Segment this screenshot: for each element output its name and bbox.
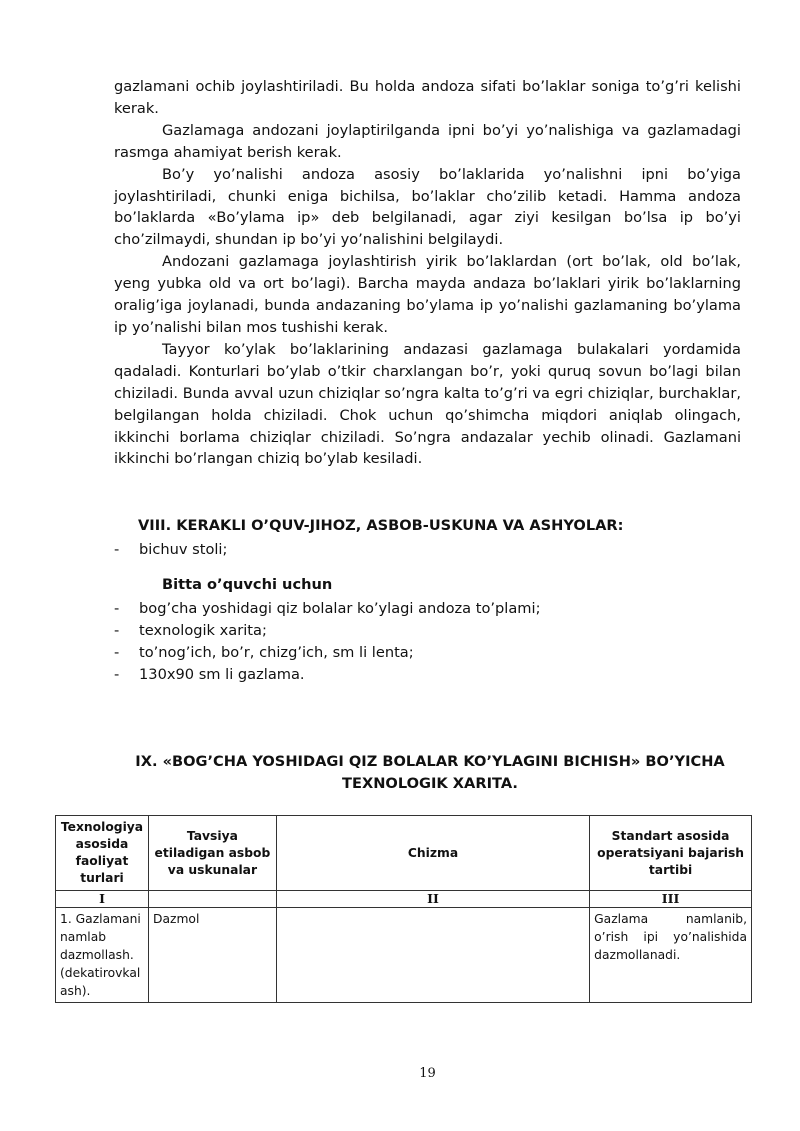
list-item-text: texnologik xarita;	[139, 622, 267, 639]
paragraph: Andozani gazlamaga joylashtirish yirik bo’laklardan (ort bo’lak, old bo’lak, yeng yubka old va ort bo’lagi). Barcha mayda andaza bo’laklari yirik bo’laklarning oralig’iga joylanadi, bunda andazaning bo’ylama ip yo’nalishi gazlamaning bo’ylama ip yo’nalishi bilan mos tushishi kerak.	[114, 253, 741, 336]
bullet-dash: -	[114, 622, 120, 639]
student-materials-list	[114, 598, 541, 686]
cell-activity: 1. Gazlamani namlab dazmollash. (dekatirovkal ash).	[56, 908, 149, 1003]
section-viii-title: VIII. KERAKLI O’QUV-JIHOZ, ASBOB-USKUNA VA ASHYOLAR:	[138, 517, 624, 534]
cell-tools: Dazmol	[148, 908, 276, 1003]
paragraph: gazlamani ochib joylashtiriladi. Bu holda andoza sifati bo’laklar soniga to’g’ri kelishi kerak.	[114, 78, 741, 117]
list-item	[114, 664, 541, 686]
list-item-text: to’nog’ich, bo’r, chizg’ich, sm li lenta;	[139, 644, 414, 661]
header-tools: Tavsiya etiladigan asbob va uskunalar	[148, 816, 276, 891]
paragraph: Bo’y yo’nalishi andoza asosiy bo’laklarida yo’nalishni ipni bo’yiga joylashtiriladi, chunki eniga bichilsa, bo’laklar cho’zilib ketadi. Hamma andoza bo’laklarda «Bo’ylama ip» deb belgilanadi, agar ziyi kesilgan bo’lsa ip bo’yi cho’zilmaydi, shundan ip bo’yi yo’nalishini belgilaydi.	[114, 165, 741, 249]
paragraph: Tayyor ko’ylak bo’laklarining andazasi gazlamaga bulakalari yordamida qadaladi. Konturlari bo’ylab o’tkir charxlangan bo’r, yoki quruq sovun bo’lagi bilan chiziladi. Bunda avval uzun chiziqlar so’ngra kalta to’g’ri va egri chiziqlar, burchaklar, belgilangan holda chiziladi. Chok uchun qo’shimcha miqdori aniqlab olingach, ikkinchi borlama chiziqlar chiziladi. So’ngra andazalar yechib olinadi. Gazlamani ikkinchi bo’rlangan chiziq bo’ylab kesiladi.	[114, 340, 741, 468]
list-item	[114, 642, 541, 664]
numbering-cell: I	[56, 891, 149, 908]
technology-map-table	[55, 815, 752, 1003]
table-header-row	[56, 816, 752, 891]
section-ix-title-line: TEXNOLOGIK XARITA.	[342, 775, 518, 792]
cell-procedure: Gazlama namlanib, o’rish ipi yo’nalishida dazmollanadi.	[590, 908, 752, 1003]
numbering-cell: II	[276, 891, 589, 908]
list-item	[114, 620, 541, 642]
bullet-dash: -	[114, 644, 120, 661]
bullet-dash: -	[114, 666, 120, 683]
section-viii-subtitle: Bitta o’quvchi uchun	[162, 576, 333, 593]
numbering-cell: III	[590, 891, 752, 908]
bullet-dash: -	[114, 600, 120, 617]
body-text	[114, 76, 741, 470]
page-number: 19	[419, 1066, 436, 1081]
list-item-text: bog’cha yoshidagi qiz bolalar ko’ylagi andoza to’plami;	[139, 600, 541, 617]
list-item-text: bichuv stoli;	[139, 541, 228, 558]
table-numbering-row	[56, 891, 752, 908]
bullet-dash: -	[114, 541, 120, 558]
table-row	[56, 908, 752, 1003]
paragraph: Gazlamaga andozani joylaptirilganda ipni bo’yi yo’nalishiga va gazlamadagi rasmga ahamiyat berish kerak.	[114, 121, 741, 161]
header-drawing: Chizma	[276, 816, 589, 891]
list-item-text: 130x90 sm li gazlama.	[139, 666, 305, 683]
list-item	[114, 539, 227, 561]
cell-drawing	[276, 908, 589, 1003]
section-ix-title	[120, 751, 740, 795]
numbering-cell	[148, 891, 276, 908]
list-item	[114, 598, 541, 620]
section-ix-title-line: IX. «BOG’CHA YOSHIDAGI QIZ BOLALAR KO’YLAGINI BICHISH» BO’YICHA	[135, 753, 725, 770]
header-procedure: Standart asosida operatsiyani bajarish tartibi	[590, 816, 752, 891]
header-activity: Texnologiya asosida faoliyat turlari	[56, 816, 149, 891]
equipment-list	[114, 539, 227, 561]
